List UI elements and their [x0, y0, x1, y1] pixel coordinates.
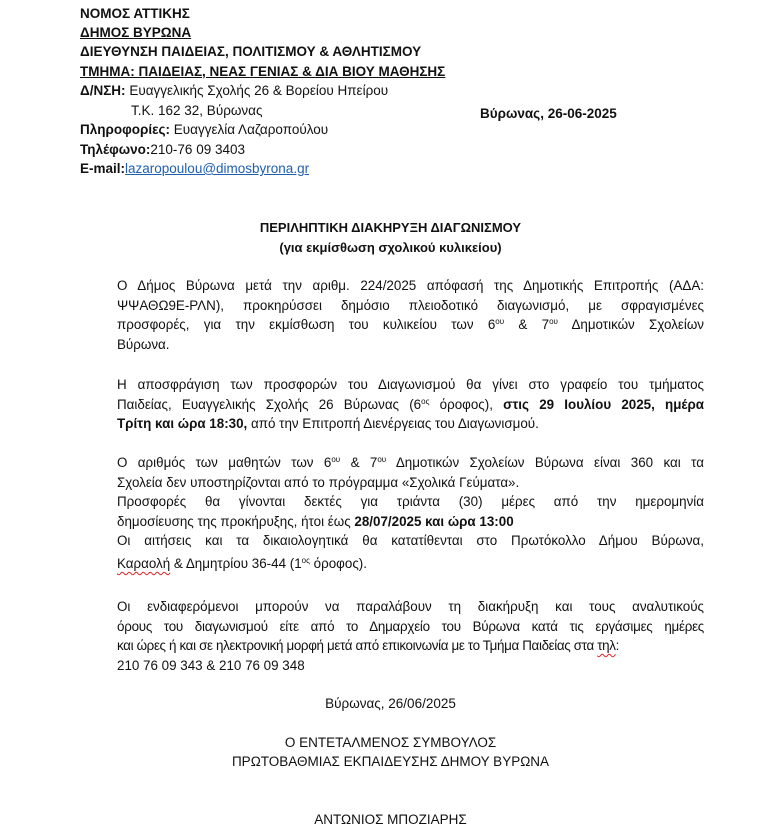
p4-line-3	[117, 636, 704, 656]
superscript: ος	[301, 555, 310, 565]
deadline: 28/07/2025 και ώρα 13:00	[354, 513, 514, 529]
p3-text: όροφος).	[309, 555, 367, 571]
address-label: Δ/ΝΣΗ:	[80, 83, 126, 98]
paragraph-opening	[117, 375, 704, 434]
p1-line-1: Ο Δήμος Βύρωνα μετά την αριθμ. 224/2025 απόφασή της Δημοτικής Επιτροπής (ΑΔΑ:	[117, 278, 704, 293]
p3-text: Ο αριθμός των μαθητών των 6	[117, 455, 332, 470]
p3-line-4	[117, 512, 704, 532]
p2-line-2	[117, 395, 704, 415]
p3-line-1	[117, 453, 704, 473]
p3-line-2: Σχολεία δεν υποστηρίζονται από το πρόγραμμα «Σχολικά Γεύματα».	[117, 474, 520, 490]
email-label: E-mail:	[80, 161, 126, 176]
superscript: ου	[495, 317, 505, 327]
p4-line-4: 210 76 09 343 & 210 76 09 348	[117, 657, 305, 673]
phone-value: 210-76 09 3403	[150, 142, 245, 157]
spellcheck-word: τηλ	[597, 638, 616, 654]
p2-text: όροφος),	[429, 396, 504, 412]
p3-text: & Δημητρίου 36-44 (1	[170, 555, 302, 571]
document-subtitle: (για εκμίσθωση σχολικού κυλικείου)	[279, 240, 502, 255]
p3-text: & 7	[340, 455, 378, 470]
p1-line-3	[117, 315, 704, 335]
department: ΤΜΗΜΑ: ΠΑΙΔΕΙΑΣ, ΝΕΑΣ ΓΕΝΙΑΣ & ΔΙΑ ΒΙΟΥ ΜΑΘΗΣΗΣ	[80, 64, 446, 79]
p3-line-5: Οι αιτήσεις και τα δικαιολογητικά θα κατατίθενται στο Πρωτόκολλο Δήμου Βύρωνα,	[117, 533, 704, 549]
footer-date: Βύρωνας, 26/06/2025	[325, 696, 456, 711]
paragraph-decision	[117, 276, 704, 354]
info-line	[80, 120, 328, 140]
address-value: Ευαγγελικής Σχολής 26 & Βορείου Ηπείρου	[125, 83, 389, 98]
p4-text: και ώρες ή και σε ηλεκτρονική μορφή μετά από επικοινωνία με το Τμήμα Παιδείας στα	[117, 638, 598, 654]
p3-text: Δημοτικών Σχολείων Βύρωνα είναι 360 και τα	[386, 455, 704, 470]
paragraph-students	[117, 453, 704, 574]
info-label: Πληροφορίες:	[80, 122, 171, 137]
paragraph-contact	[117, 597, 704, 675]
p1-line-2: ΨΨΑΘΩ9Ε-ΡΛΝ), προκηρύσσει δημόσιο πλειοδοτικό διαγωνισμό, με σφραγισμένες	[117, 297, 704, 313]
phone-label: Τηλέφωνο:	[80, 142, 151, 157]
p1-line-4: Βύρωνα.	[117, 336, 170, 352]
document-title: ΠΕΡΙΛΗΠΤΙΚΗ ΔΙΑΚΗΡΥΞΗ ΔΙΑΓΩΝΙΣΜΟΥ	[259, 220, 522, 235]
email-link[interactable]: lazaropoulou@dimosbyrona.gr	[125, 161, 310, 176]
p2-line-1: Η αποσφράγιση των προσφορών του Διαγωνισμού θα γίνει στο γραφείο του τμήματος	[117, 377, 704, 392]
p3-line-3: Προσφορές θα γίνονται δεκτές για τριάντα (30) μέρες από την ημερομηνία	[117, 494, 704, 510]
signatory-role-1: Ο ΕΝΤΕΤΑΛΜΕΝΟΣ ΣΥΜΒΟΥΛΟΣ	[284, 735, 497, 750]
phone-line	[80, 140, 245, 160]
p1-text: Δημοτικών Σχολείων	[557, 317, 704, 333]
p3-line-6	[117, 554, 704, 574]
p2-line-3	[117, 414, 704, 434]
superscript: ου	[377, 455, 387, 464]
postal-code: Τ.Κ. 162 32, Βύρωνας	[131, 103, 263, 118]
date-top: Βύρωνας, 26-06-2025	[480, 106, 617, 121]
p2-text: από την Επιτροπή Διενέργειας του Διαγωνισμού.	[247, 416, 539, 432]
p1-text: προσφορές, για την εκμίσθωση του κυλικείου των 6	[117, 317, 496, 333]
p1-text: & 7	[504, 317, 550, 333]
superscript: ος	[421, 396, 430, 406]
p4-line-2: όρους του διαγωνισμού είτε από το Δημαρχείο του Βύρωνα κατά τις εργάσιμες ημέρες	[117, 618, 704, 634]
email-line	[80, 159, 309, 179]
info-value: Ευαγγελία Λαζαροπούλου	[170, 122, 329, 137]
spellcheck-word: Καραολή	[117, 555, 171, 571]
p4-line-1: Οι ενδιαφερόμενοι μπορούν να παραλάβουν τη διακήρυξη και τους αναλυτικούς	[117, 599, 704, 614]
superscript: ου	[549, 317, 558, 327]
prefecture: ΝΟΜΟΣ ΑΤΤΙΚΗΣ	[80, 6, 190, 21]
p4-text: :	[615, 638, 619, 654]
opening-time: Τρίτη και ώρα 18:30,	[117, 416, 248, 432]
municipality: ΔΗΜΟΣ ΒΥΡΩΝΑ	[80, 25, 192, 40]
directorate: ΔΙΕΥΘΥΝΣΗ ΠΑΙΔΕΙΑΣ, ΠΟΛΙΤΙΣΜΟΥ & ΑΘΛΗΤΙΣΜΟΥ	[80, 44, 422, 59]
signatory-role-2: ΠΡΩΤΟΒΑΘΜΙΑΣ ΕΚΠΑΙΔΕΥΣΗΣ ΔΗΜΟΥ ΒΥΡΩΝΑ	[231, 754, 550, 769]
p3-text: δημοσίευσης της προκήρυξης, ήτοι έως	[117, 513, 355, 529]
superscript: ου	[331, 455, 341, 464]
opening-date: στις 29 Ιουλίου 2025, ημέρα	[503, 396, 704, 412]
p2-text: Παιδείας, Ευαγγελικής Σχολής 26 Βύρωνας (6	[117, 396, 422, 412]
address-line	[80, 81, 388, 101]
signatory-name: ΑΝΤΩΝΙΟΣ ΜΠΟΖΙΑΡΗΣ	[314, 812, 467, 827]
